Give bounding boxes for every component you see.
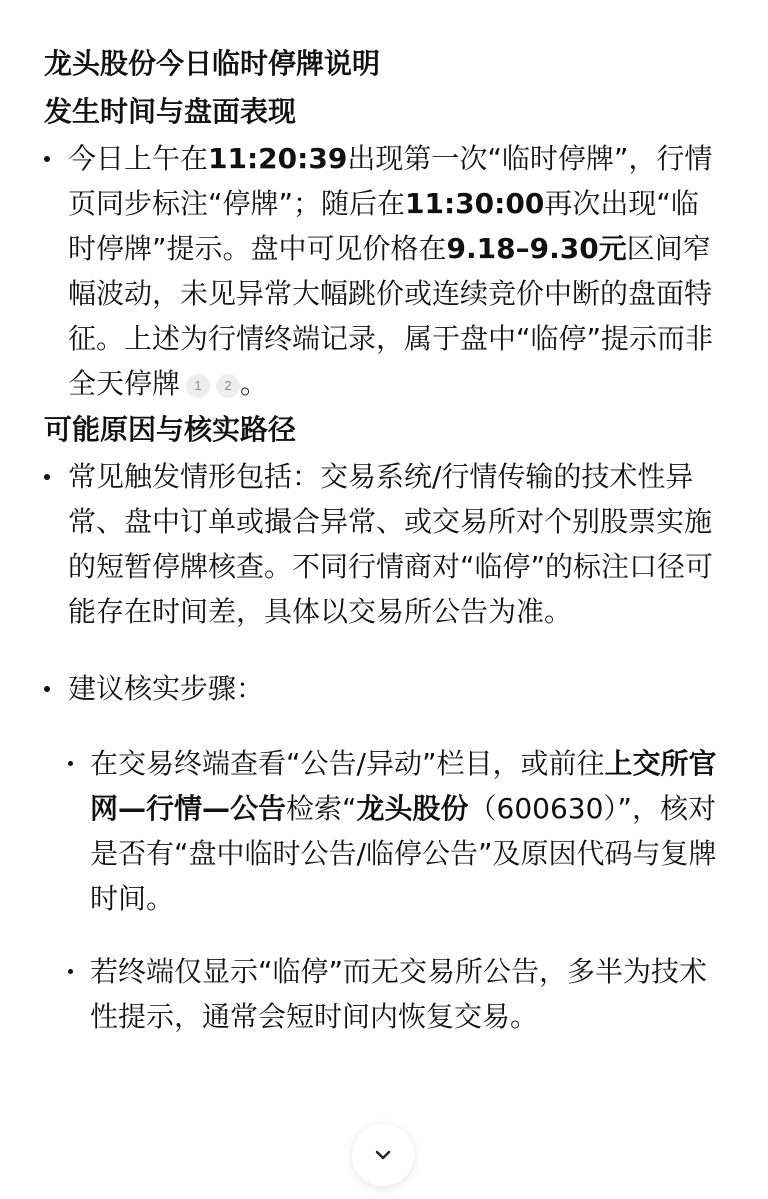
list-item: 常见触发情形包括：交易系统/行情传输的技术性异常、盘中订单或撮合异常、或交易所对个别股票实施的短暂停牌核查。不同行情商对“临停”的标注口径可能存在时间差，具体以交易所公告为准。 — [44, 454, 724, 634]
scroll-down-button[interactable] — [352, 1124, 414, 1186]
page-title: 龙头股份今日临时停牌说明 — [44, 47, 381, 80]
article — [44, 40, 724, 1039]
section-heading-timing: 发生时间与盘面表现 — [44, 95, 297, 128]
timing-list — [44, 136, 724, 406]
citation-badge-2[interactable]: 2 — [216, 374, 240, 398]
stock-name: 龙头股份 — [356, 792, 469, 825]
sub-list-item: 在交易终端查看“公告/异动”栏目，或前往上交所官网—行情—公告检索“龙头股份（600630）”，核对是否有“盘中临时公告/临停公告”及原因代码与复牌时间。 — [44, 741, 724, 921]
sse-path: 上交所官网—行情—公告 — [90, 747, 717, 825]
chevron-down-icon — [371, 1143, 395, 1167]
citation-badge-1[interactable]: 1 — [186, 374, 210, 398]
causes-list — [44, 454, 724, 1039]
list-item: 建议核实步骤： — [44, 666, 724, 711]
list-item: 今日上午在11:20:39出现第一次“临时停牌”，行情页同步标注“停牌”；随后在11:30:00再次出现“临时停牌”提示。盘中可见价格在9.18–9.30元区间窄幅波动，未见异常大幅跳价或连续竞价中断的盘面特征。上述为行情终端记录，属于盘中“临停”提示而非全天停牌 1 2 。 — [44, 136, 724, 406]
section-heading-causes: 可能原因与核实路径 — [44, 413, 297, 446]
time-second-halt: 11:30:00 — [405, 187, 545, 220]
time-first-halt: 11:20:39 — [208, 142, 348, 175]
price-range: 9.18–9.30元 — [446, 232, 627, 265]
sub-list-item: 若终端仅显示“临停”而无交易所公告，多半为技术性提示，通常会短时间内恢复交易。 — [44, 949, 724, 1039]
